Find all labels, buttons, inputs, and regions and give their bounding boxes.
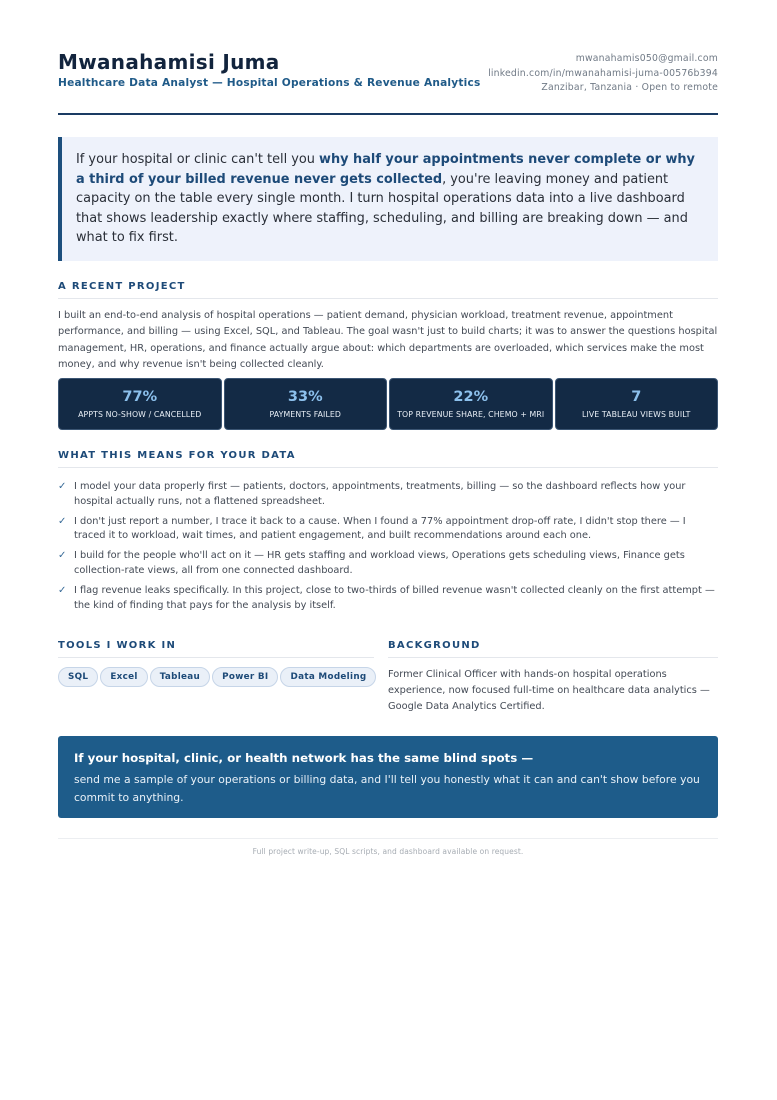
checkmark-icon: ✓ — [58, 550, 67, 562]
list-item — [58, 584, 720, 614]
stat-label: APPTS NO-SHOW / CANCELLED — [78, 410, 202, 419]
tool-tag: Tableau — [150, 667, 210, 687]
stat-label: PAYMENTS FAILED — [269, 410, 342, 419]
stat-label: TOP REVENUE SHARE, CHEMO + MRI — [397, 410, 545, 419]
resume-page — [58, 0, 718, 856]
stat-card — [58, 378, 222, 430]
section-divider — [58, 467, 718, 468]
project-description: I built an end-to-end analysis of hospital operations — patient demand, physician workload, treatment revenue, appointment performance, and billing — using Excel, SQL, and Tableau. The goal wasn't just to build charts; it was to answer the questions hospital management, HR, operations, and finance actually argue about: which departments are overloaded, which services make the most money, and why revenue isn't being collected cleanly. — [58, 310, 718, 371]
stats-bar — [58, 378, 718, 430]
location: Zanzibar, Tanzania · Open to remote — [541, 82, 718, 93]
tools-list — [58, 667, 376, 687]
hook-text-start: If your hospital or clinic can't tell you — [76, 152, 320, 167]
tool-tag: SQL — [58, 667, 98, 687]
stat-value: 22% — [453, 389, 489, 405]
hook-text-end: , you're leaving money and patient capacity on the table every single month. I turn hospital operations data into a live dashboard that shows leadership exactly where staffing, scheduling, and billing are breaking down — and what to fix first. — [76, 171, 688, 246]
tool-tag: Data Modeling — [280, 667, 376, 687]
list-item-text: I build for the people who'll act on it — HR gets staffing and workload views, Operations gets scheduling views, Finance gets collection-rate views, all from one connected dashboard. — [74, 550, 685, 576]
stat-value: 7 — [631, 389, 642, 405]
headline: Healthcare Data Analyst — Hospital Operations & Revenue Analytics — [58, 77, 481, 89]
candidate-name: Mwanahamisi Juma — [58, 50, 280, 74]
section-divider — [388, 657, 718, 658]
section-title-tools: TOOLS I WORK IN — [58, 640, 177, 651]
hook-callout — [58, 137, 718, 261]
section-divider — [58, 298, 718, 299]
list-item-text: I model your data properly first — patients, doctors, appointments, treatments, billing — so the dashboard reflects how your hospital actually runs, not a flattened spreadsheet. — [74, 481, 686, 507]
checkmark-icon: ✓ — [58, 584, 67, 596]
contact-info — [488, 52, 718, 96]
tool-tag: Excel — [100, 667, 147, 687]
list-item — [58, 480, 720, 510]
call-to-action — [58, 736, 718, 818]
stat-value: 33% — [287, 389, 323, 405]
cta-text: send me a sample of your operations or billing data, and I'll tell you honestly what it can and can't show before you commit to anything. — [74, 773, 700, 804]
value-list — [58, 480, 720, 618]
section-title-what-this-means: WHAT THIS MEANS FOR YOUR DATA — [58, 450, 296, 461]
list-item — [58, 549, 720, 579]
footer-divider — [58, 838, 718, 839]
section-title-recent-project: A RECENT PROJECT — [58, 281, 186, 292]
list-item-text: I flag revenue leaks specifically. In this project, close to two-thirds of billed revenue wasn't collected cleanly on the first attempt — the kind of finding that pays for the analysis by itself. — [74, 584, 715, 611]
header — [58, 0, 718, 116]
list-item-text: I don't just report a number, I trace it back to a cause. When I found a 77% appointment drop-off rate, I didn't stop there — I traced it to workload, wait times, and patient engagement, and built recommendations around each one. — [74, 515, 686, 542]
section-title-background: BACKGROUND — [388, 640, 481, 651]
email-link[interactable]: mwanahamis050@gmail.com — [575, 53, 718, 64]
list-item — [58, 515, 720, 545]
cta-title: If your hospital, clinic, or health network has the same blind spots — — [74, 751, 534, 765]
footer-note: Full project write-up, SQL scripts, and dashboard available on request. — [252, 847, 524, 856]
checkmark-icon: ✓ — [58, 481, 67, 492]
stat-label: LIVE TABLEAU VIEWS BUILT — [582, 410, 691, 419]
linkedin-link[interactable]: linkedin.com/in/mwanahamisi-juma-00576b394 — [488, 67, 718, 79]
header-divider — [58, 113, 718, 115]
tool-tag: Power BI — [212, 667, 278, 687]
stat-card — [555, 378, 719, 430]
stat-card — [224, 378, 388, 430]
hook-emphasis: why half your appointments never complete or why a third of your billed revenue never gets collected — [76, 152, 695, 187]
background-description: Former Clinical Officer with hands-on hospital operations experience, now focused full-time on healthcare data analytics — Google Data Analytics Certified. — [388, 669, 710, 712]
stat-value: 77% — [122, 389, 158, 405]
section-divider — [58, 657, 374, 658]
checkmark-icon: ✓ — [58, 515, 67, 527]
stat-card — [389, 378, 553, 430]
